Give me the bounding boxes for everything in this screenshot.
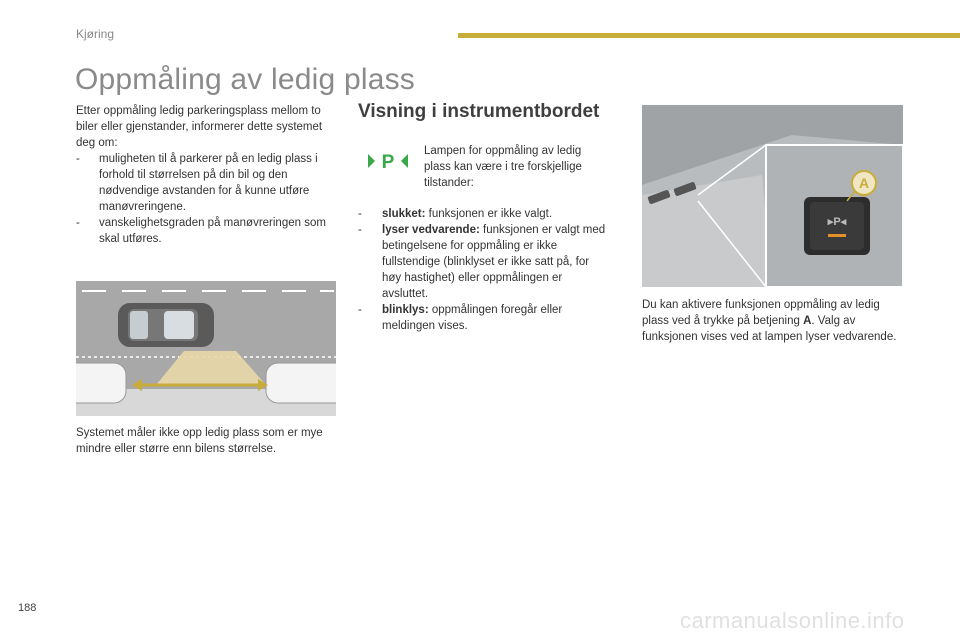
state-description: funksjonen er valgt med betingelsene for oppmåling er ikke fullstendige (blinklyset er ikke satt på, for høy hastighet) eller oppmålingen er avsluttet. (382, 224, 606, 300)
list-dash: - (76, 217, 80, 229)
dashboard-button-illustration (642, 105, 903, 287)
right-caption (642, 297, 904, 345)
intro-list-item (76, 151, 338, 215)
caption-text: . Valg av funksjonen vises ved at lampen lyser vedvarende. (642, 315, 897, 343)
list-item (358, 222, 608, 302)
lamp-description: Lampen for oppmåling av ledig plass kan være i tre forskjellige tilstander: (424, 145, 582, 189)
list-dash: - (358, 224, 362, 236)
left-caption: Systemet måler ikke opp ledig plass som er mye mindre eller større enn bilens størrelse. (76, 427, 323, 455)
parking-measurement-illustration (76, 281, 336, 416)
intro-item-text: muligheten til å parkerer på en ledig plass i forhold til størrelsen på din bil og den nødvendige avstanden for å kunne utføre manøvreringene. (99, 153, 318, 213)
caption-text: Du kan aktivere funksjonen oppmåling av ledig plass ved å trykke på betjening (642, 299, 880, 327)
intro-list-item (76, 215, 338, 247)
state-label: lyser vedvarende: (382, 224, 480, 236)
state-description: funksjonen er ikke valgt. (425, 208, 553, 220)
parking-lamp-icon (368, 151, 408, 171)
section-heading: Visning i instrumentbordet (358, 101, 600, 122)
state-description: oppmålingen foregår eller meldingen vises. (382, 304, 563, 332)
svg-text:P: P (381, 152, 395, 171)
caption-bold: A (803, 315, 812, 327)
state-text (382, 222, 608, 302)
intro-text: Etter oppmåling ledig parkeringsplass mellom to biler eller gjenstander, informerer dette systemet deg om: (76, 105, 323, 149)
list-dash: - (76, 153, 80, 165)
page-title: Oppmåling av ledig plass (75, 63, 415, 96)
list-dash: - (358, 208, 362, 220)
list-dash: - (358, 304, 362, 316)
parking-button-icon: ▸P◂ (827, 216, 847, 228)
state-text (382, 206, 552, 222)
car-icon (118, 303, 214, 347)
state-text (382, 302, 608, 334)
intro-block (76, 103, 338, 247)
list-item (358, 206, 608, 222)
watermark: carmanualsonline.info (680, 608, 905, 633)
section-label: Kjøring (76, 27, 115, 41)
list-item (358, 302, 608, 334)
intro-item-text: vanskelighetsgraden på manøvreringen som skal utføres. (99, 217, 326, 245)
page-number: 188 (18, 602, 37, 614)
lamp-states-list (358, 206, 608, 334)
callout-label: A (858, 175, 870, 191)
state-label: slukket: (382, 208, 426, 220)
state-label: blinklys: (382, 304, 429, 316)
header-rule (458, 33, 960, 38)
